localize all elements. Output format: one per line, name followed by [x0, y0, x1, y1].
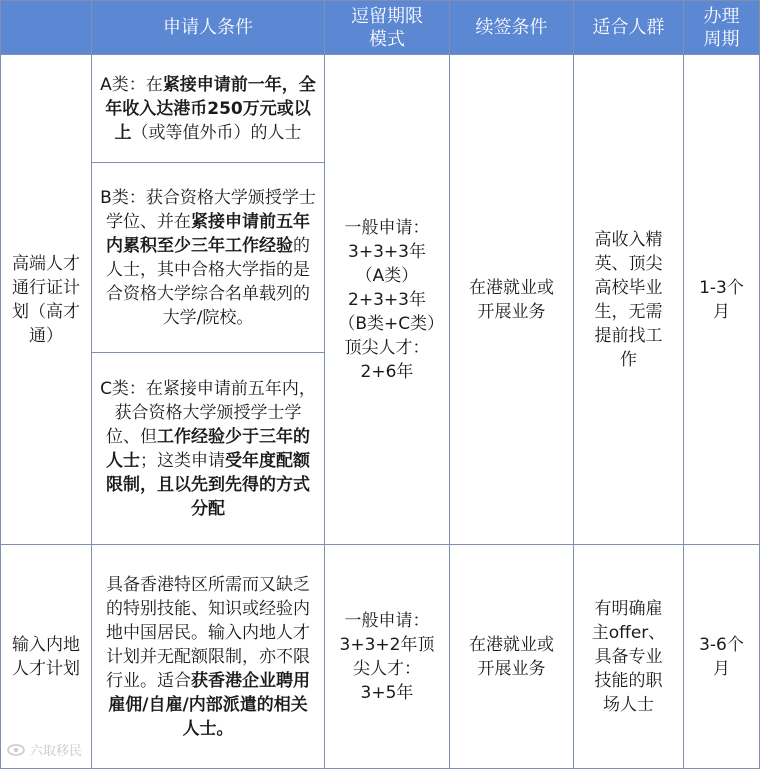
- condition-text: （或等值外币）的人士: [131, 122, 302, 143]
- emphasis-text: 工作经验少于三年的人士: [106, 426, 310, 471]
- condition-cell: [92, 353, 325, 545]
- program-name: 输入内地人才计划: [1, 545, 92, 769]
- emphasis-text: 紧接申请前一年，全年收入达港币250万元或以上: [105, 74, 316, 143]
- condition-cell: [92, 545, 325, 769]
- stay-mode: 一般申请：3+3+3年（A类）2+3+3年（B类+C类）顶尖人才：2+6年: [325, 55, 450, 545]
- header-conditions: 申请人条件: [92, 1, 325, 55]
- condition-text: 的人士，其中合格大学指的是合资格大学综合名单载列的大学/院校。: [106, 235, 310, 328]
- emphasis-text: 获香港企业聘用雇佣/自雇/内部派遣的相关人士。: [108, 670, 310, 739]
- condition-text: ；这类申请: [140, 450, 225, 471]
- processing-period: 3-6个月: [684, 545, 760, 769]
- condition-cell: [92, 55, 325, 163]
- header-row: [1, 1, 760, 55]
- target-audience: 高收入精英、顶尖高校毕业生，无需提前找工作: [574, 55, 684, 545]
- renewal-condition: 在港就业或开展业务: [450, 55, 574, 545]
- program-name: 高端人才通行证计划（高才通）: [1, 55, 92, 545]
- renewal-condition: 在港就业或开展业务: [450, 545, 574, 769]
- emphasis-text: 受年度配额限制，且以先到先得的方式分配: [106, 450, 310, 519]
- stay-mode: 一般申请：3+3+2年顶尖人才：3+5年: [325, 545, 450, 769]
- watermark: [6, 740, 82, 759]
- condition-text: B类：获合资格大学颁授学士学位、并在: [100, 187, 316, 232]
- emphasis-text: 紧接申请前五年内累积至少三年工作经验: [106, 211, 310, 256]
- table-row: [1, 55, 760, 163]
- logo-icon: [6, 743, 26, 757]
- condition-cell: [92, 163, 325, 353]
- processing-period: 1-3个月: [684, 55, 760, 545]
- condition-text: 具备香港特区所需而又缺乏的特别技能、知识或经验内地中国居民。输入内地人才计划并无配额限制，亦不限行业。适合: [106, 574, 310, 691]
- target-audience: 有明确雇主offer、具备专业技能的职场人士: [574, 545, 684, 769]
- watermark-text: 六取移民: [30, 744, 83, 759]
- table-row: [1, 545, 760, 769]
- header-stay: 逗留期限模式: [325, 1, 450, 55]
- header-period: 办理周期: [684, 1, 760, 55]
- header-renewal: 续签条件: [450, 1, 574, 55]
- header-audience: 适合人群: [574, 1, 684, 55]
- condition-text: C类：在紧接申请前五年内，获合资格大学颁授学士学位、但: [100, 378, 316, 447]
- condition-text: A类：在: [100, 74, 163, 95]
- header-program: [1, 1, 92, 55]
